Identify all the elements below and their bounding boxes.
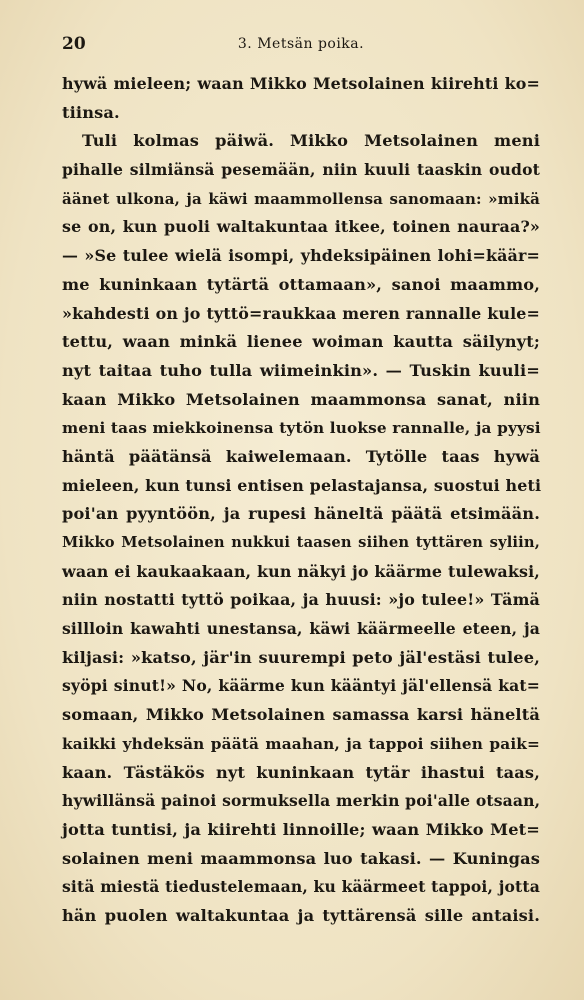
- text-line: se on, kun puoli waltakuntaa itkee, toinen nauraa?»: [62, 217, 540, 237]
- text-line: pihalle silmiänsä pesemään, niin kuuli taaskin oudot: [62, 160, 540, 180]
- text-line: niin nostatti tyttö poikaa, ja huusi: »jo tulee!» Tämä: [62, 590, 540, 610]
- text-line: kaan. Tästäkös nyt kuninkaan tytär ihastui taas,: [62, 762, 540, 782]
- text-line: waan ei kaukaakaan, kun näkyi jo käärme tulewaksi,: [62, 561, 540, 581]
- text-line: tiinsa.: [62, 102, 120, 122]
- text-line: somaan, Mikko Metsolainen samassa karsi häneltä: [62, 705, 540, 725]
- running-title: 3. Metsän poika.: [237, 36, 365, 52]
- text-line: sitä miestä tiedustelemaan, ku käärmeet tappoi, jotta: [62, 877, 540, 897]
- text-line: äänet ulkona, ja käwi maammollensa sanomaan: »mikä: [62, 189, 540, 208]
- text-line: syöpi sinut!» No, käärme kun kääntyi jäl'ellensä kat=: [62, 676, 540, 696]
- text-line: Mikko Metsolainen nukkui taasen siihen tyttären syliin,: [62, 534, 540, 551]
- text-line: — »Se tulee wielä isompi, yhdeksipäinen lohi=käär=: [62, 246, 540, 266]
- text-line: nyt taitaa tuho tulla wiimeinkin». — Tuskin kuuli=: [62, 360, 540, 380]
- text-line: tettu, waan minkä lienee woiman kautta säilynyt;: [62, 332, 540, 352]
- page-header: [62, 32, 540, 58]
- text-line: kaikki yhdeksän päätä maahan, ja tappoi siihen paik=: [62, 734, 540, 753]
- text-line: kaan Mikko Metsolainen maammonsa sanat, niin: [62, 389, 540, 409]
- text-line: Tuli kolmas päiwä. Mikko Metsolainen meni: [82, 131, 540, 151]
- text-line: sillloin kawahti unestansa, käwi käärmeelle eteen, ja: [62, 619, 540, 639]
- text-line: me kuninkaan tytärtä ottamaan», sanoi maammo,: [62, 274, 540, 294]
- body-text: [62, 70, 540, 931]
- text-line: meni taas miekkoinensa tytön luokse rannalle, ja pyysi: [62, 419, 541, 438]
- text-line: poi'an pyyntöön, ja rupesi häneltä päätä etsimään.: [62, 504, 540, 524]
- text-line: hywä mieleen; waan Mikko Metsolainen kiirehti ko=: [62, 74, 540, 93]
- text-line: kiljasi: »katso, jär'in suurempi peto jäl'estäsi tulee,: [62, 647, 540, 667]
- text-line: mieleen, kun tunsi entisen pelastajansa, suostui heti: [62, 475, 542, 495]
- text-line: häntä päätänsä kaiwelemaan. Tytölle taas hywä: [62, 446, 540, 466]
- page-number: 20: [62, 34, 86, 54]
- text-line: hywillänsä painoi sormuksella merkin poi'alle otsaan,: [62, 791, 541, 811]
- text-line: »kahdesti on jo tyttö=raukkaa meren rannalle kule=: [62, 303, 540, 323]
- text-line: solainen meni maammonsa luo takasi. — Kuningas: [62, 848, 540, 868]
- text-line: hän puolen waltakuntaa ja tyttärensä sille antaisi.: [62, 905, 540, 925]
- text-line: jotta tuntisi, ja kiirehti linnoille; waan Mikko Met=: [62, 819, 540, 839]
